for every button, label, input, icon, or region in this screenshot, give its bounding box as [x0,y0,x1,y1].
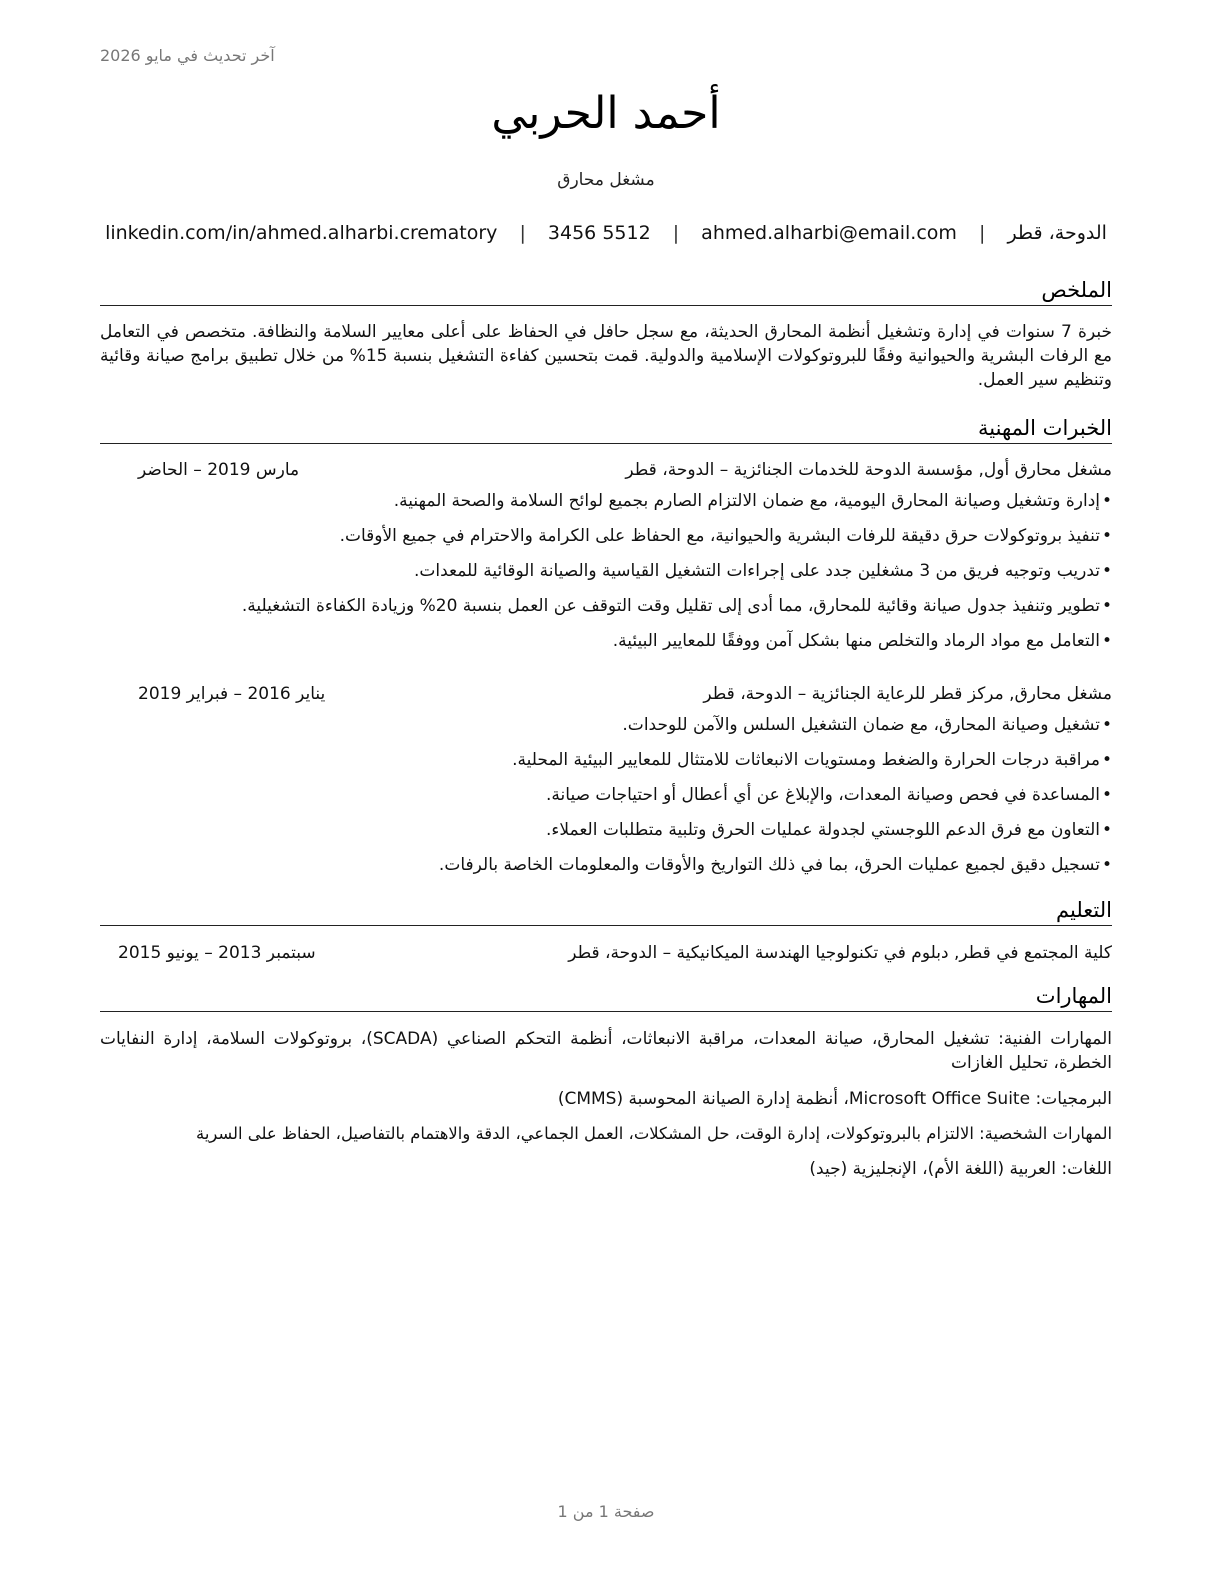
bullet-icon: • [1101,526,1112,546]
bullet-icon: • [1101,855,1112,875]
resume-page [100,0,1112,1584]
section-title-skills: المهارات [100,982,1112,1012]
job-dates: يناير 2016 – فبراير 2019 [138,684,326,704]
job-title: مشغل محارق أول, مؤسسة الدوحة للخدمات الجنائزية – الدوحة، قطر [625,460,1112,480]
skills-personal: المهارات الشخصية: الالتزام بالبروتوكولات، إدارة الوقت، حل المشكلات، العمل الجماعي، الدقة والاهتمام بالتفاصيل، الحفاظ على السرية [196,1124,1112,1143]
job-heading [100,682,1112,706]
list-item: •تدريب وتوجيه فريق من 3 مشغلين جدد على إجراءات التشغيل القياسية والصيانة الوقائية للمعدات. [413,561,1112,581]
contact-linkedin[interactable]: linkedin.com/in/ahmed.alharbi.crematory [105,222,498,244]
job-title: مشغل محارق, مركز قطر للرعاية الجنائزية – الدوحة، قطر [703,684,1112,704]
bullet-icon: • [1101,631,1112,651]
education-heading [100,941,1112,965]
contact-separator: | [672,222,680,244]
bullet-icon: • [1101,820,1112,840]
bullet-icon: • [1101,785,1112,805]
last-updated: آخر تحديث في مايو 2026 [100,46,275,65]
list-item: •التعامل مع مواد الرماد والتخلص منها بشكل آمن ووفقًا للمعايير البيئية. [612,631,1112,651]
candidate-name: أحمد الحربي [491,88,721,139]
list-item: •إدارة وتشغيل وصيانة المحارق اليومية، مع ضمان الالتزام الصارم بجميع لوائح السلامة والصحة المهنية. [393,491,1112,511]
education-title: كلية المجتمع في قطر, دبلوم في تكنولوجيا الهندسة الميكانيكية – الدوحة، قطر [568,943,1112,963]
contact-location: الدوحة، قطر [1007,222,1107,244]
section-title-education: التعليم [100,896,1112,926]
bullet-icon: • [1101,596,1112,616]
bullet-icon: • [1101,715,1112,735]
section-title-summary: الملخص [100,276,1112,306]
job-dates: مارس 2019 – الحاضر [138,460,300,480]
bullet-icon: • [1101,491,1112,511]
list-item: •التعاون مع فرق الدعم اللوجستي لجدولة عمليات الحرق وتلبية متطلبات العملاء. [545,820,1112,840]
job-heading [100,458,1112,482]
bullet-icon: • [1101,750,1112,770]
job-bullets [100,713,1112,888]
page-number: صفحة 1 من 1 [557,1502,655,1521]
skills-languages: اللغات: العربية (اللغة الأم)، الإنجليزية (جيد) [809,1159,1112,1179]
skills-software: البرمجيات: Microsoft Office Suite، أنظمة إدارة الصيانة المحوسبة (CMMS) [557,1089,1112,1109]
bullet-icon: • [1101,561,1112,581]
list-item: •تطوير وتنفيذ جدول صيانة وقائية للمحارق، مما أدى إلى تقليل وقت التوقف عن العمل بنسبة 20% وزيادة الكفاءة التشغيلية. [241,596,1112,616]
skills-technical: المهارات الفنية: تشغيل المحارق، صيانة المعدات، مراقبة الانبعاثات، أنظمة التحكم الصناعي (SCADA)، بروتوكولات السلامة، إدارة النفايات الخطرة، تحليل الغازات [100,1029,1112,1073]
list-item: •تسجيل دقيق لجميع عمليات الحرق، بما في ذلك التواريخ والأوقات والمعلومات الخاصة بالرفات. [438,855,1112,875]
list-item: •تشغيل وصيانة المحارق، مع ضمان التشغيل السلس والآمن للوحدات. [622,715,1112,735]
education-dates: سبتمبر 2013 – يونيو 2015 [118,943,316,963]
contact-phone: 3456 5512 [547,222,651,244]
contact-separator: | [519,222,526,244]
list-item: •المساعدة في فحص وصيانة المعدات، والإبلاغ عن أي أعطال أو احتياجات صيانة. [546,785,1112,805]
list-item: •مراقبة درجات الحرارة والضغط ومستويات الانبعاثات للامتثال للمعايير البيئية المحلية. [512,750,1112,770]
candidate-role: مشغل محارق [557,170,655,190]
job-bullets [100,489,1112,664]
contact-line [100,222,1112,244]
contact-email[interactable]: ahmed.alharbi@email.com [701,222,957,244]
list-item: •تنفيذ بروتوكولات حرق دقيقة للرفات البشرية والحيوانية، مع الحفاظ على الكرامة والاحترام في جميع الأوقات. [339,526,1112,546]
section-title-experience: الخبرات المهنية [100,414,1112,444]
summary-text: خبرة 7 سنوات في إدارة وتشغيل أنظمة المحارق الحديثة، مع سجل حافل في الحفاظ على أعلى معايير السلامة والنظافة. متخصص في التعامل مع الرفات البشرية والحيوانية وفقًا للبروتوكولات الإسلامية والدولية. قمت بتحسين كفاءة التشغيل بنسبة 15% من خلال تطبيق برامج صيانة وقائية وتنظيم سير العمل. [100,322,1112,390]
contact-separator: | [978,222,986,244]
